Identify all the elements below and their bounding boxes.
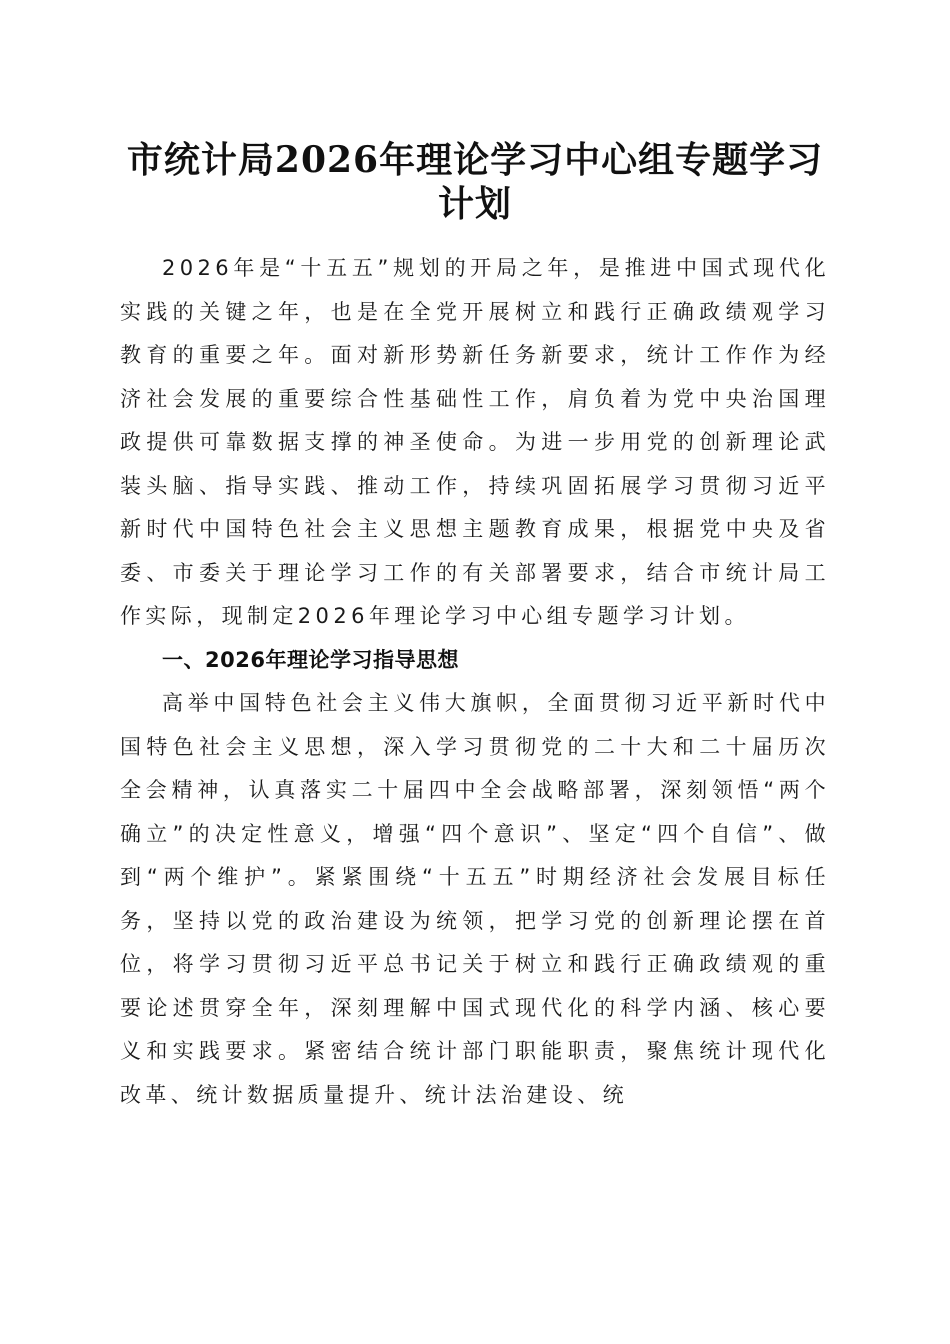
section-heading-guiding-ideology: 一、2026年理论学习指导思想 <box>162 647 459 672</box>
document-body <box>120 247 830 1117</box>
intro-paragraph: 2026年是“十五五”规划的开局之年，是推进中国式现代化实践的关键之年，也是在全党开展树立和践行正确政绩观学习教育的重要之年。面对新形势新任务新要求，统计工作作为经济社会发展的重要综合性基础性工作，肩负着为党中央治国理政提供可靠数据支撑的神圣使命。为进一步用党的创新理论武装头脑、指导实践、推动工作，持续巩固拓展学习贯彻习近平新时代中国特色社会主义思想主题教育成果，根据党中央及省委、市委关于理论学习工作的有关部署要求，结合市统计局工作实际，现制定2026年理论学习中心组专题学习计划。 <box>120 256 830 628</box>
document-title: 市统计局2026年理论学习中心组专题学习计划 <box>126 139 824 225</box>
section-paragraph-guiding-ideology: 高举中国特色社会主义伟大旗帜，全面贯彻习近平新时代中国特色社会主义思想，深入学习贯彻党的二十大和二十届历次全会精神，认真落实二十届四中全会战略部署，深刻领悟“两个确立”的决定性意义，增强“四个意识”、坚定“四个自信”、做到“两个维护”。紧紧围绕“十五五”时期经济社会发展目标任务，坚持以党的政治建设为统领，把学习党的创新理论摆在首位，将学习贯彻习近平总书记关于树立和践行正确政绩观的重要论述贯穿全年，深刻理解中国式现代化的科学内涵、核心要义和实践要求。紧密结合统计部门职能职责，聚焦统计现代化改革、统计数据质量提升、统计法治建设、统 <box>120 691 830 1107</box>
